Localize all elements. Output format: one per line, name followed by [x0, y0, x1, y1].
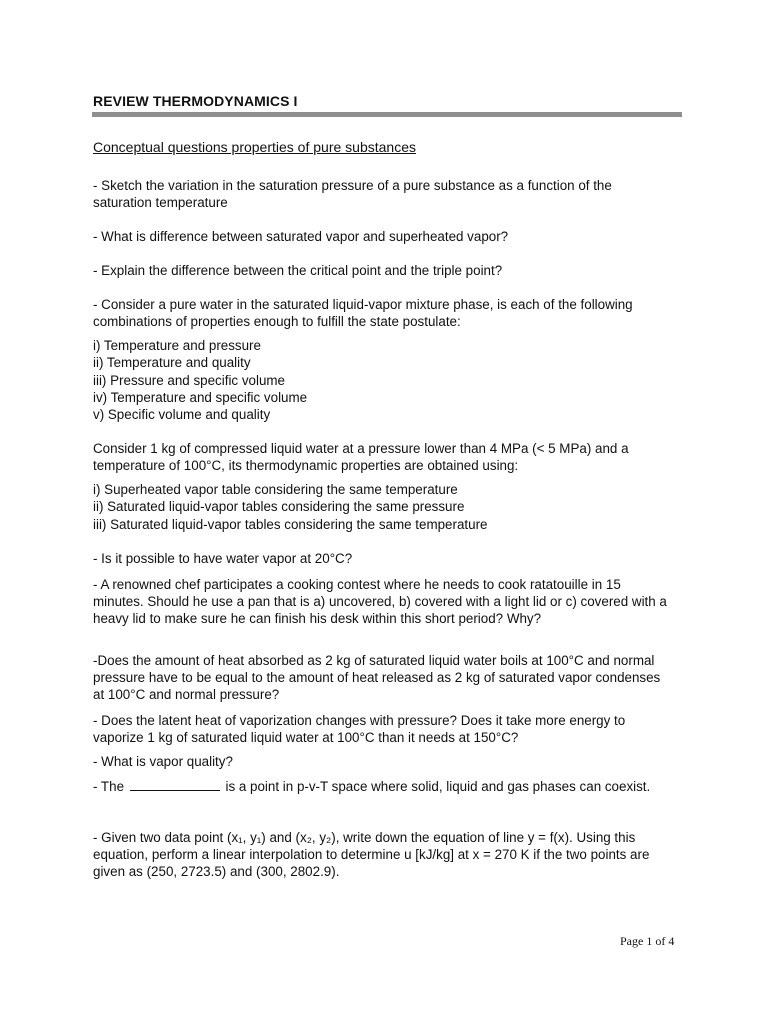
list-item: ii) Temperature and quality	[93, 355, 251, 371]
question-10	[93, 753, 673, 770]
question-5	[93, 440, 673, 474]
question-6	[93, 550, 673, 567]
question-11-suffix: is a point in p-v-T space where solid, liquid and gas phases can coexist.	[225, 779, 651, 794]
question-3	[93, 262, 673, 279]
fill-in-blank	[130, 779, 220, 791]
list-item: ii) Saturated liquid-vapor tables considering the same pressure	[93, 499, 465, 515]
question-8	[93, 652, 673, 703]
document-title: REVIEW THERMODYNAMICS I	[93, 93, 298, 109]
question-6-text: - Is it possible to have water vapor at 20°C?	[93, 551, 353, 566]
question-11-prefix: - The	[93, 779, 125, 794]
title-underline-bar	[92, 112, 682, 117]
question-12	[93, 829, 673, 880]
question-11-text	[93, 778, 673, 795]
question-9-text: - Does the latent heat of vaporization changes with pressure? Does it take more energy to vaporize 1 kg of saturated liquid water at 100°C than it needs at 150°C?	[93, 713, 626, 745]
question-5-text: Consider 1 kg of compressed liquid water at a pressure lower than 4 MPa (< 5 MPa) and a temperature of 100°C, its thermodynamic properties are obtained using:	[93, 441, 629, 473]
question-8-text: -Does the amount of heat absorbed as 2 kg of saturated liquid water boils at 100°C and normal pressure have to be equal to the amount of heat released as 2 kg of saturated vapor condenses at 100°C and normal pressure?	[93, 653, 661, 702]
list-item: iii) Pressure and specific volume	[93, 372, 286, 388]
section-heading: Conceptual questions properties of pure substances	[93, 139, 416, 155]
question-9	[93, 712, 673, 746]
question-1	[93, 177, 673, 211]
question-4-options	[93, 337, 653, 423]
question-10-text: - What is vapor quality?	[93, 754, 233, 769]
question-12-text: - Given two data point (x₁, y₁) and (x₂, y₂), write down the equation of line y = f(x). Using this equation, perform a linear interpolation to determine u [kJ/kg] at x = 270 K if the two points are given as (250, 2723.5) and (300, 2802.9).	[93, 830, 650, 879]
question-4	[93, 296, 673, 330]
question-2-text: - What is difference between saturated vapor and superheated vapor?	[93, 229, 509, 244]
question-4-text: - Consider a pure water in the saturated liquid-vapor mixture phase, is each of the following combinations of properties enough to fulfill the state postulate:	[93, 297, 633, 329]
list-item: iv) Temperature and specific volume	[93, 389, 308, 405]
list-item: i) Superheated vapor table considering the same temperature	[93, 482, 458, 497]
list-item: iii) Saturated liquid-vapor tables considering the same temperature	[93, 516, 488, 532]
question-2	[93, 228, 673, 245]
question-7	[93, 576, 673, 627]
page-number: Page 1 of 4	[620, 934, 675, 948]
list-item: i) Temperature and pressure	[93, 338, 261, 353]
question-1-text: - Sketch the variation in the saturation pressure of a pure substance as a function of the saturation temperature	[93, 178, 612, 210]
question-3-text: - Explain the difference between the critical point and the triple point?	[93, 263, 503, 278]
list-item: v) Specific volume and quality	[93, 407, 271, 423]
question-7-text: - A renowned chef participates a cooking contest where he needs to cook ratatouille in 15 minutes. Should he use a pan that is a) uncovered, b) covered with a light lid or c) covered with a heavy lid to make sure he can finish his desk within this short period? Why?	[93, 577, 667, 626]
question-11	[93, 778, 673, 795]
question-5-options	[93, 481, 653, 533]
